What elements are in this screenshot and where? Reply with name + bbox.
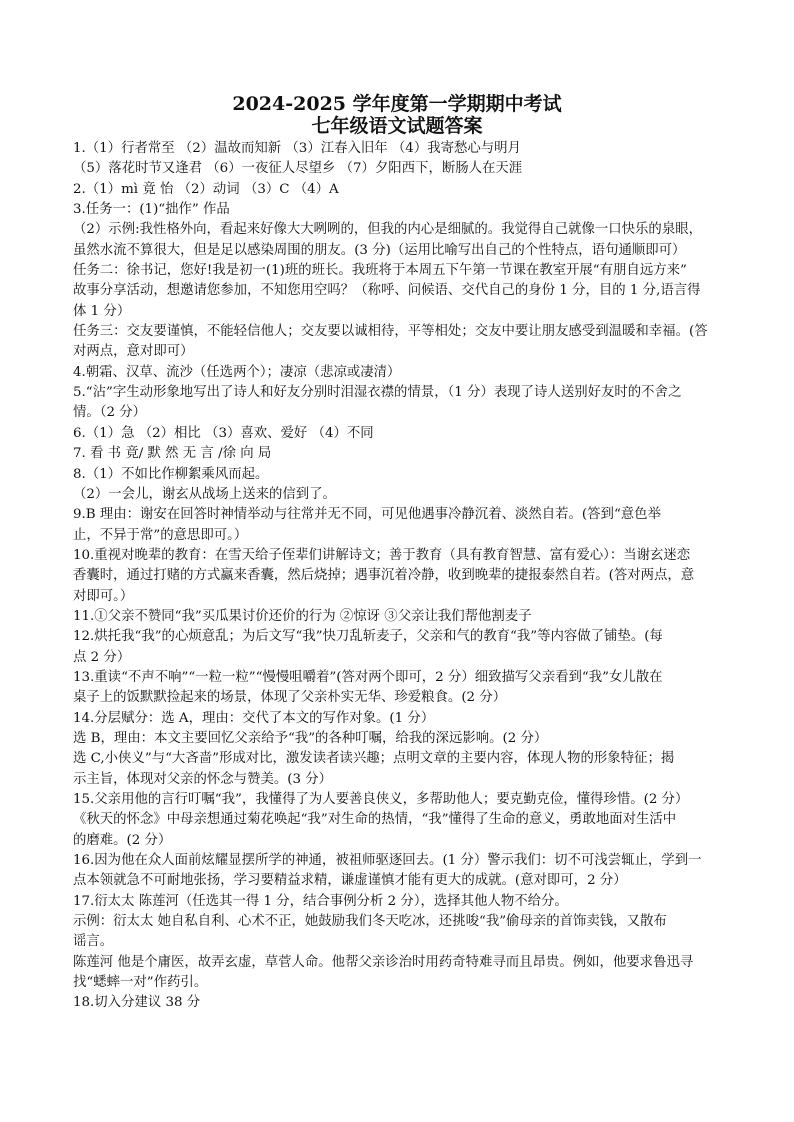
answer-line: 3.任务一：(1)“拙作” 作品: [73, 202, 230, 218]
answer-line: 7. 看 书 竟/ 默 然 无 言 /徐 向 局: [73, 446, 272, 462]
answer-line: 选 B，理由：本文主要回忆父亲给予“我”的各种叮嘱，给我的深远影响。(2 分）: [73, 730, 548, 746]
answer-line: 点 2 分）: [73, 649, 131, 665]
answer-line: 谣言。: [73, 934, 114, 950]
answer-line: 14.分层赋分：选 A，理由：交代了本文的写作对象。(1 分）: [73, 710, 435, 726]
answer-line: 2.（1）mì 竟 怡 （2）动词 （3）C （4）A: [73, 181, 339, 197]
answer-line: 《秋天的怀念》中母亲想通过菊花唤起“我”对生命的热情，“我”懂得了生命的意义，勇敢地面对生活中: [73, 812, 677, 828]
answer-line: 9.B 理由：谢安在回答时神情举动与往常并无不同，可见他遇事冷静沉着、淡然自若。(答到“意色举: [73, 507, 661, 523]
answer-line: 15.父亲用他的言行叮嘱“我”，我懂得了为人要善良侠义，多帮助他人；要克勤克俭，懂得珍惜。(2 分）: [73, 792, 689, 807]
answer-line: 体 1 分）: [73, 303, 131, 319]
answer-line: 8.（1）不如比作柳絮乘风而起。: [73, 466, 269, 482]
answer-line: 5.“沾”字生动形象地写出了诗人和好友分别时泪湿衣襟的情景，（1 分）表现了诗人送别好友时的不舍之: [73, 385, 682, 401]
page-subtitle: 七年级语文试题答案: [311, 115, 483, 137]
answer-line: 止，不异于常”的意思即可。）: [73, 527, 248, 543]
answer-line: 对两点，意对即可）: [73, 344, 194, 360]
answer-line: 1.（1）行者常至 （2）温故而知新 （3）江春入旧年 （4）我寄愁心与明月: [73, 141, 521, 156]
answer-line: 18.切入分建议 38 分: [73, 995, 201, 1011]
answer-line: 示主旨，体现对父亲的怀念与赞美。(3 分）: [73, 771, 333, 787]
answer-line: 13.重读“不声不响”“一粒一粒”“慢慢咀嚼着”(答对两个即可，2 分）细致描写父亲看到“我”女儿散在: [73, 669, 663, 685]
answer-line: （2）一会儿，谢玄从战场上送来的信到了。: [73, 486, 336, 502]
answer-line: 任务二：徐书记，您好!我是初一(1)班的班长。我班将于本周五下午第一节课在教室开展“有朋自远方来”: [73, 263, 687, 279]
answer-line: 选 C,小侠义”与“大吝啬”形成对比，激发读者读兴趣；点明文章的主要内容，体现人物的形象特征；揭: [73, 751, 675, 767]
answer-line: 的磨难。(2 分）: [73, 832, 172, 848]
answer-line: 陈莲河 他是个庸医，故弄玄虚，草菅人命。他帮父亲诊治时用药奇特难寻而且昂贵。例如，他要求鲁迅寻: [73, 954, 694, 970]
answer-line: 故事分享活动，想邀请您参加，不知您用空吗？（称呼、问候语、交代自己的身份 1 分，目的 1 分,语言得: [73, 283, 701, 299]
answer-line: 17.衍太太 陈莲河（任选其一得 1 分，结合事例分析 2 分），选择其他人物不给分。: [73, 893, 568, 909]
answer-line: 虽然水流不算很大，但是足以感染周围的朋友。(3 分)（运用比喻写出自己的个性特点，语句通顺即可）: [73, 242, 686, 258]
answer-line: 16.因为他在众人面前炫耀显摆所学的神通，被祖师驱逐回去。(1 分）警示我们：切不可浅尝辄止，学到一: [73, 853, 702, 869]
answer-line: 12.烘托我“我”的心烦意乱；为后文写“我”快刀乱斩麦子，父亲和气的教育“我”等内容做了铺垫。(每: [73, 629, 663, 645]
answer-line: 点本领就急不可耐地张扬，学习要精益求精，谦虚谨慎才能有更大的成就。(意对即可，2 分）: [73, 873, 627, 889]
answer-line: 10.重视对晚辈的教育：在雪天给子侄辈们讲解诗文；善于教育（具有教育智慧、富有爱心）：当谢玄迷恋: [73, 547, 691, 563]
answer-body: [73, 139, 733, 1014]
answer-line: 找“蟋蟀一对”作药引。: [73, 975, 208, 991]
answer-line: 对即可。）: [73, 588, 134, 604]
answer-line: 11.①父亲不赞同“我”买瓜果讨价还价的行为 ②惊讶 ③父亲让我们帮他割麦子: [73, 608, 532, 624]
answer-line: 任务三：交友要谨慎，不能轻信他人；交友要以诚相待，平等相处；交友中要让朋友感受到温暖和幸福。(答: [73, 324, 708, 340]
answer-line: 情。（2 分）: [73, 405, 147, 421]
answer-line: （5）落花时节又逢君 （6）一夜征人尽望乡 （7）夕阳西下，断肠人在天涯: [73, 161, 523, 177]
page-title: 2024-2025 学年度第一学期期中考试: [232, 93, 562, 115]
answer-line: 桌子上的饭默默捡起来的场景，体现了父亲朴实无华、珍爱粮食。(2 分）: [73, 690, 507, 706]
answer-line: 香囊时，通过打赌的方式赢来香囊，然后烧掉；遇事沉着冷静，收到晚辈的捷报泰然自若。(答对两点，意: [73, 568, 695, 584]
answer-line: （2）示例:我性格外向，看起来好像大大咧咧的，但我的内心是细腻的。我觉得自己就像一口快乐的泉眼，: [73, 222, 702, 238]
answer-line: 4.朝霜、汉草、流沙（任选两个）；凄凉（悲凉或凄清）: [73, 364, 401, 380]
answer-line: 示例：衍太太 她自私自利、心术不正，她鼓励我们冬天吃冰，还挑唆“我”偷母亲的首饰卖钱，又散布: [73, 914, 667, 930]
answer-line: 6.（1）急 （2）相比 （3）喜欢、爱好 （4）不同: [73, 425, 374, 441]
